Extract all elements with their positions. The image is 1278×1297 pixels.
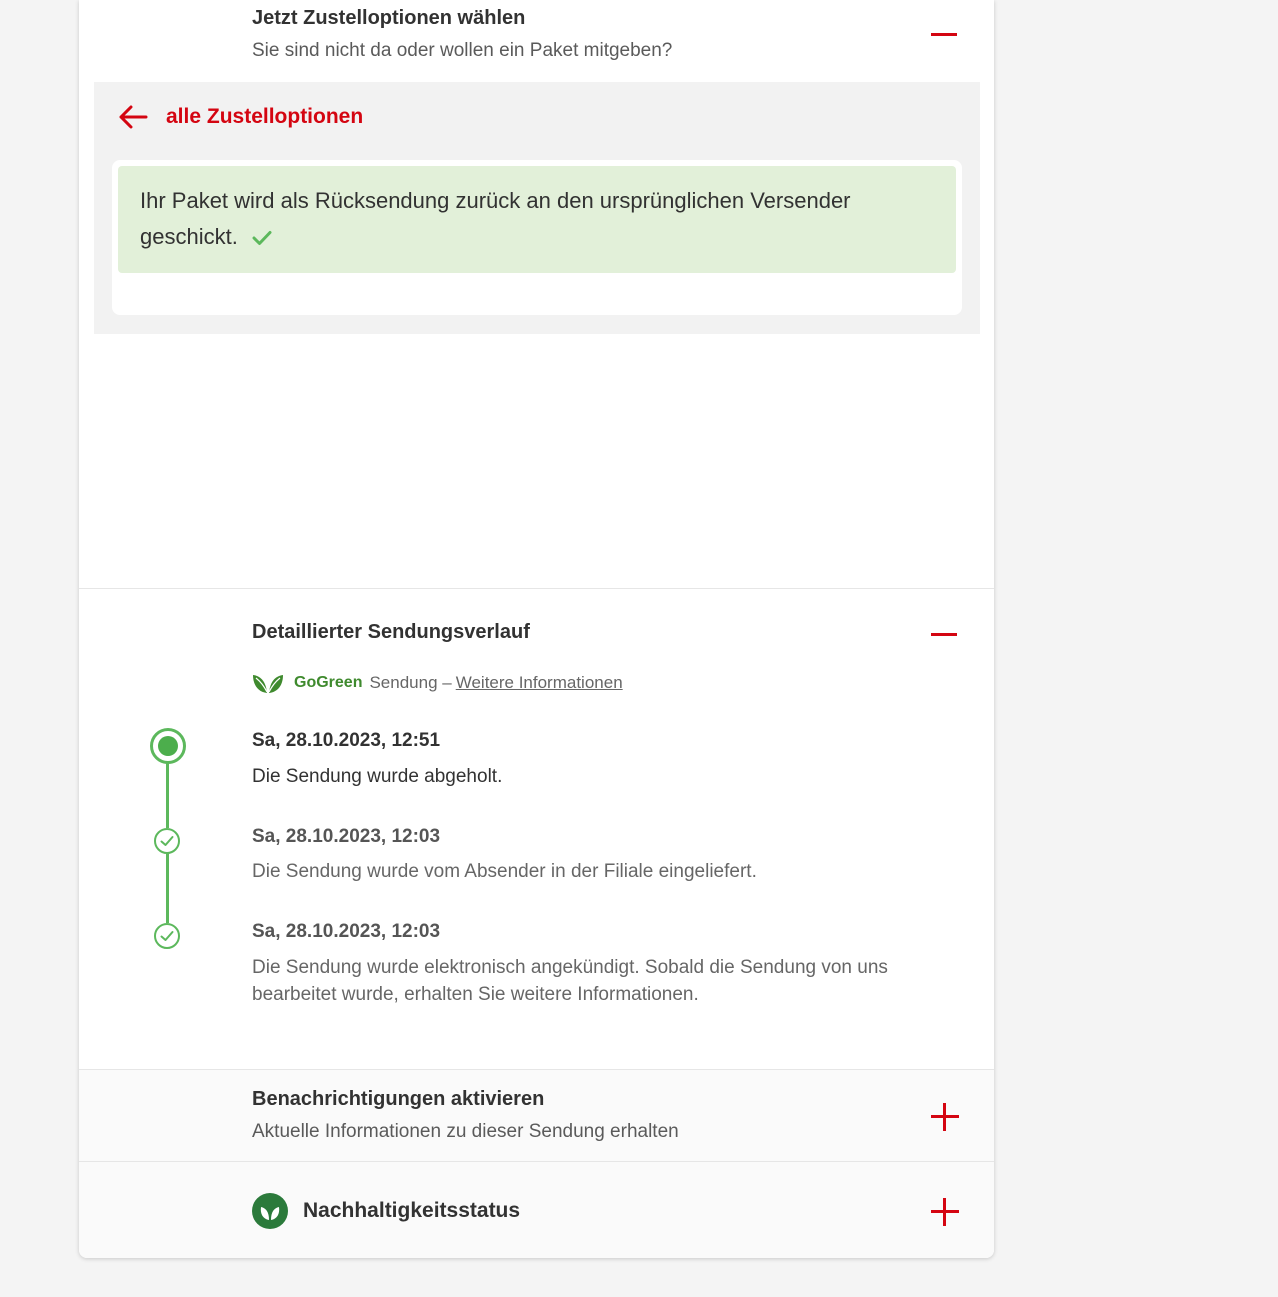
back-link-label: alle Zustelloptionen [166,105,364,128]
sustainability-leaf-icon [252,1193,288,1229]
gogreen-leaf-icon [252,671,284,695]
timeline-check-icon [153,827,181,855]
section-divider [79,588,994,589]
check-icon [252,221,272,257]
success-message-box [118,166,956,273]
gogreen-info [252,671,623,695]
confirmation-container [112,160,962,315]
gogreen-brand: GoGreen [294,674,363,691]
more-information-link[interactable]: Weitere Informationen [455,673,623,692]
event-text: Die Sendung wurde vom Absender in der Filiale eingeliefert. [252,861,757,882]
timeline-line [166,762,169,828]
timeline-check-icon [153,922,181,950]
gogreen-text: Sendung – [369,673,452,692]
shipment-card [79,0,994,1258]
delivery-options-panel [94,82,980,334]
timeline-current-dot-icon [149,727,187,765]
arrow-left-icon [118,104,148,130]
timeline-line [166,852,169,923]
event-date: Sa, 28.10.2023, 12:51 [252,730,441,751]
back-to-all-options-link[interactable] [118,104,363,130]
sustainability-title: Nachhaltigkeitsstatus [303,1199,521,1222]
event-text: Die Sendung wurde abgeholt. [252,766,503,787]
event-date: Sa, 28.10.2023, 12:03 [252,921,441,942]
sustainability-section[interactable] [79,1161,994,1258]
collapse-history-button[interactable] [931,633,957,636]
delivery-options-title: Jetzt Zustelloptionen wählen [252,7,526,29]
collapse-delivery-options-button[interactable] [931,33,957,36]
notifications-title: Benachrichtigungen aktivieren [252,1088,545,1110]
history-title: Detaillierter Sendungsverlauf [252,621,530,643]
expand-notifications-button[interactable] [931,1103,959,1131]
expand-sustainability-button[interactable] [931,1198,959,1226]
event-date: Sa, 28.10.2023, 12:03 [252,826,441,847]
notifications-subtitle: Aktuelle Informationen zu dieser Sendung erhalten [252,1121,679,1142]
delivery-options-subtitle: Sie sind nicht da oder wollen ein Paket mitgeben? [252,40,673,61]
success-message: Ihr Paket wird als Rücksendung zurück an den ursprünglichen Versender geschickt. [140,188,851,249]
notifications-section[interactable] [79,1069,994,1162]
event-text: Die Sendung wurde elektronisch angekündigt. Sobald die Sendung von uns bearbeitet wurde, erhalten Sie weitere Informationen. [252,957,888,1005]
